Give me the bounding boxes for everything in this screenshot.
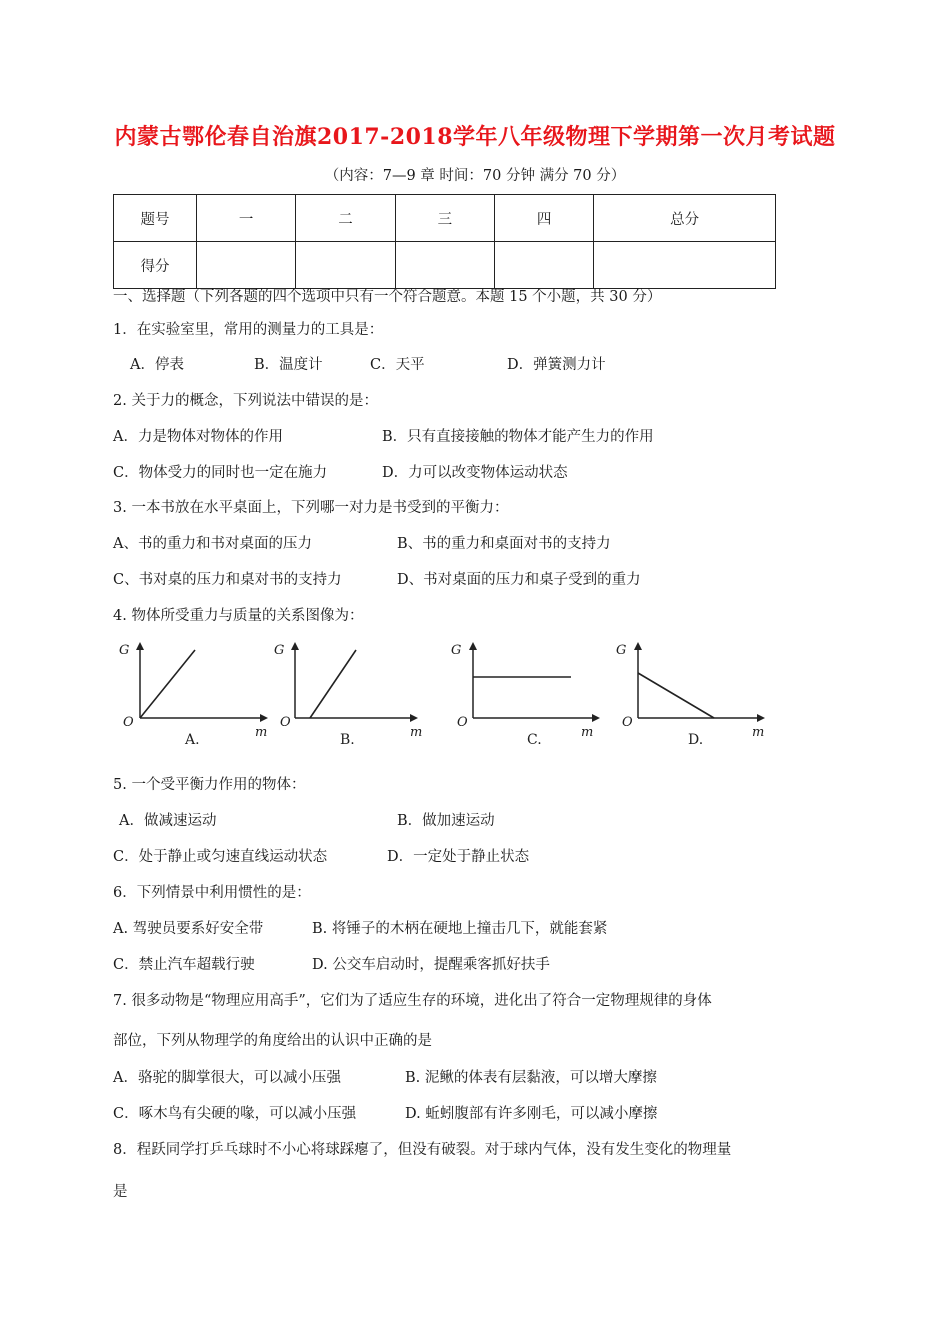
question-2-option-a: A．力是物体对物体的作用	[113, 429, 283, 445]
x-axis-label: m	[581, 725, 594, 740]
question-6-option-a: A. 驾驶员要系好安全带	[113, 921, 264, 937]
y-axis-label: G	[616, 643, 627, 658]
question-3-option-b: B、书的重力和桌面对书的支持力	[397, 536, 611, 552]
y-axis-label: G	[451, 643, 462, 658]
question-5-option-a: A．做减速运动	[119, 813, 217, 829]
score-cell-empty	[197, 242, 296, 289]
origin-label: O	[622, 715, 633, 730]
y-axis-arrow	[634, 642, 642, 650]
question-7-option-b: B. 泥鳅的体表有层黏液，可以增大摩擦	[405, 1070, 657, 1086]
question-5-option-c: C．处于静止或匀速直线运动状态	[113, 849, 328, 865]
graph-caption: A.	[185, 732, 200, 748]
question-1-option-c: C．天平	[370, 357, 425, 373]
score-cell-empty	[296, 242, 395, 289]
x-axis-label: m	[410, 725, 423, 740]
graph-caption: B.	[340, 732, 355, 748]
x-axis-arrow	[757, 714, 765, 722]
question-6-option-c: C．禁止汽车超载行驶	[113, 957, 255, 973]
data-line	[310, 650, 356, 718]
question-8-stem-line-2: 是	[113, 1184, 128, 1200]
graph-caption: C.	[527, 732, 542, 748]
score-cell-empty	[494, 242, 593, 289]
question-7-stem-line-2: 部位，下列从物理学的角度给出的认识中正确的是	[113, 1033, 432, 1049]
question-3-option-a: A、书的重力和书对桌面的压力	[113, 536, 312, 552]
score-cell: 一	[197, 195, 296, 242]
question-3-stem: 3. 一本书放在水平桌面上，下列哪一对力是书受到的平衡力：	[113, 500, 509, 516]
y-axis-arrow	[136, 642, 144, 650]
origin-label: O	[123, 715, 134, 730]
document-title: 内蒙古鄂伦春自治旗2017-2018学年八年级物理下学期第一次月考试题	[114, 124, 836, 150]
question-2-option-d: D．力可以改变物体运动状态	[382, 465, 568, 481]
y-axis-arrow	[469, 642, 477, 650]
score-cell-empty	[395, 242, 494, 289]
question-7-stem-line-1: 7. 很多动物是“物理应用高手”，它们为了适应生存的环境，进化出了符合一定物理规律的身体	[113, 993, 712, 1009]
score-cell: 三	[395, 195, 494, 242]
question-2-stem: 2. 关于力的概念，下列说法中错误的是：	[113, 393, 378, 409]
question-5-stem: 5. 一个受平衡力作用的物体：	[113, 777, 306, 793]
score-cell-label: 得分	[114, 242, 197, 289]
question-4-stem: 4. 物体所受重力与质量的关系图像为：	[113, 608, 364, 624]
score-table-header-row	[114, 195, 776, 242]
question-3-option-d: D、书对桌面的压力和桌子受到的重力	[397, 572, 641, 588]
question-1-option-a: A．停表	[130, 357, 184, 373]
question-5-option-b: B．做加速运动	[397, 813, 495, 829]
question-2-option-c: C．物体受力的同时也一定在施力	[113, 465, 328, 481]
y-axis-label: G	[119, 643, 130, 658]
graph-b	[270, 640, 430, 750]
question-3-option-c: C、书对桌的压力和桌对书的支持力	[113, 572, 342, 588]
question-2-option-b: B．只有直接接触的物体才能产生力的作用	[382, 429, 654, 445]
question-1-option-b: B．温度计	[254, 357, 323, 373]
x-axis-arrow	[410, 714, 418, 722]
score-cell: 总分	[594, 195, 776, 242]
data-line	[638, 673, 714, 718]
score-cell-label: 题号	[114, 195, 197, 242]
question-5-option-d: D．一定处于静止状态	[387, 849, 530, 865]
data-line	[140, 650, 195, 718]
y-axis-arrow	[291, 642, 299, 650]
graph-c	[445, 640, 610, 750]
question-8-stem-line-1: 8．程跃同学打乒乓球时不小心将球踩瘪了，但没有破裂。对于球内气体，没有发生变化的物理量	[113, 1142, 732, 1158]
x-axis-label: m	[752, 725, 765, 740]
x-axis-arrow	[592, 714, 600, 722]
origin-label: O	[280, 715, 291, 730]
score-cell: 四	[494, 195, 593, 242]
question-1-stem: 1．在实验室里，常用的测量力的工具是：	[113, 322, 384, 338]
question-7-option-c: C．啄木鸟有尖硬的喙，可以减小压强	[113, 1106, 357, 1122]
y-axis-label: G	[274, 643, 285, 658]
graph-a	[115, 640, 275, 750]
score-table-score-row	[114, 242, 776, 289]
question-7-option-a: A．骆驼的脚掌很大，可以减小压强	[113, 1070, 341, 1086]
score-cell: 二	[296, 195, 395, 242]
question-6-option-d: D. 公交车启动时，提醒乘客抓好扶手	[312, 957, 550, 973]
question-1-option-d: D．弹簧测力计	[507, 357, 606, 373]
origin-label: O	[457, 715, 468, 730]
document-subtitle: （内容：7—9 章 时间：70 分钟 满分 70 分）	[324, 168, 626, 184]
graph-d	[612, 640, 777, 750]
x-axis-arrow	[260, 714, 268, 722]
question-6-option-b: B. 将锤子的木柄在硬地上撞击几下，就能套紧	[312, 921, 608, 937]
question-7-option-d: D. 蚯蚓腹部有许多刚毛，可以减小摩擦	[405, 1106, 658, 1122]
graph-caption: D.	[688, 732, 704, 748]
score-table	[113, 194, 776, 289]
section-heading: 一、选择题（下列各题的四个选项中只有一个符合题意。本题 15 个小题，共 30 分）	[113, 289, 662, 305]
x-axis-label: m	[255, 725, 268, 740]
score-cell-empty	[594, 242, 776, 289]
question-6-stem: 6．下列情景中利用惯性的是：	[113, 885, 311, 901]
